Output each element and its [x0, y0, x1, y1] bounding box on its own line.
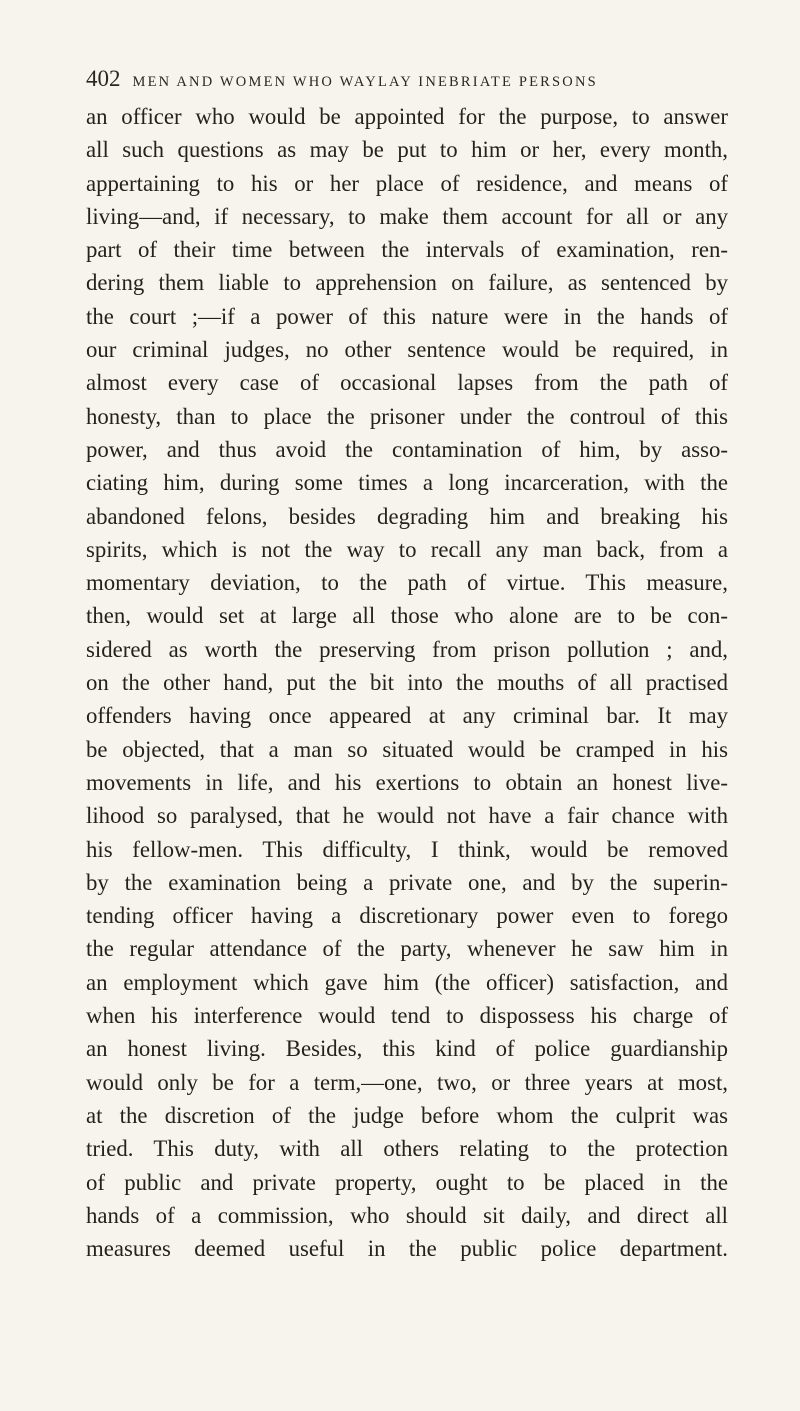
- text-line: of public and private property, ought to be placed in the: [86, 1169, 728, 1195]
- text-line: an officer who would be appointed for the purpose, to answer: [86, 104, 728, 129]
- text-line: honesty, than to place the prisoner under the controul of this: [86, 403, 728, 429]
- running-header: [86, 66, 726, 92]
- text-line: appertaining to his or her place of residence, and means of: [86, 170, 728, 196]
- text-line: sidered as worth the preserving from prison pollution ; and,: [86, 636, 728, 662]
- text-line: dering them liable to apprehension on failure, as sentenced by: [86, 270, 728, 296]
- text-line: part of their time between the intervals of examination, ren-: [86, 237, 728, 263]
- page-number: 402: [86, 66, 121, 91]
- text-line: our criminal judges, no other sentence would be required, in: [86, 337, 728, 363]
- running-title: MEN AND WOMEN WHO WAYLAY INEBRIATE PERSONS: [132, 74, 598, 90]
- text-line: almost every case of occasional lapses from the path of: [86, 370, 728, 396]
- text-line: tried. This duty, with all others relating to the protection: [86, 1136, 728, 1162]
- text-line: hands of a commission, who should sit daily, and direct all: [86, 1202, 728, 1228]
- text-line: living—and, if necessary, to make them account for all or any: [86, 203, 728, 229]
- text-line: all such questions as may be put to him or her, every month,: [86, 137, 728, 163]
- text-line: offenders having once appeared at any criminal bar. It may: [86, 703, 728, 729]
- text-line: tending officer having a discretionary power even to forego: [86, 903, 728, 929]
- text-line: be objected, that a man so situated would be cramped in his: [86, 736, 728, 762]
- text-line: an employment which gave him (the officer) satisfaction, and: [86, 969, 728, 995]
- text-line: movements in life, and his exertions to obtain an honest live-: [86, 769, 728, 795]
- text-line: then, would set at large all those who alone are to be con-: [86, 603, 728, 629]
- text-line: momentary deviation, to the path of virtue. This measure,: [86, 570, 728, 596]
- text-line: power, and thus avoid the contamination of him, by asso-: [86, 436, 728, 462]
- text-line: ciating him, during some times a long incarceration, with the: [86, 470, 728, 496]
- text-line: measures deemed useful in the public police department.: [86, 1236, 728, 1262]
- text-line: lihood so paralysed, that he would not have a fair chance with: [86, 803, 728, 829]
- text-line: an honest living. Besides, this kind of police guardianship: [86, 1036, 728, 1062]
- text-line: the regular attendance of the party, whenever he saw him in: [86, 936, 728, 962]
- text-line: would only be for a term,—one, two, or three years at most,: [86, 1069, 728, 1095]
- text-line: abandoned felons, besides degrading him and breaking his: [86, 503, 728, 529]
- text-line: his fellow-men. This difficulty, I think, would be removed: [86, 836, 728, 862]
- text-line: on the other hand, put the bit into the mouths of all practised: [86, 670, 728, 696]
- text-line: by the examination being a private one, and by the superin-: [86, 869, 728, 895]
- text-line: spirits, which is not the way to recall any man back, from a: [86, 536, 728, 562]
- text-line: when his interference would tend to dispossess his charge of: [86, 1003, 728, 1029]
- text-line: at the discretion of the judge before whom the culprit was: [86, 1102, 728, 1128]
- body-paragraph: [86, 100, 728, 1265]
- text-line: the court ;—if a power of this nature were in the hands of: [86, 303, 728, 329]
